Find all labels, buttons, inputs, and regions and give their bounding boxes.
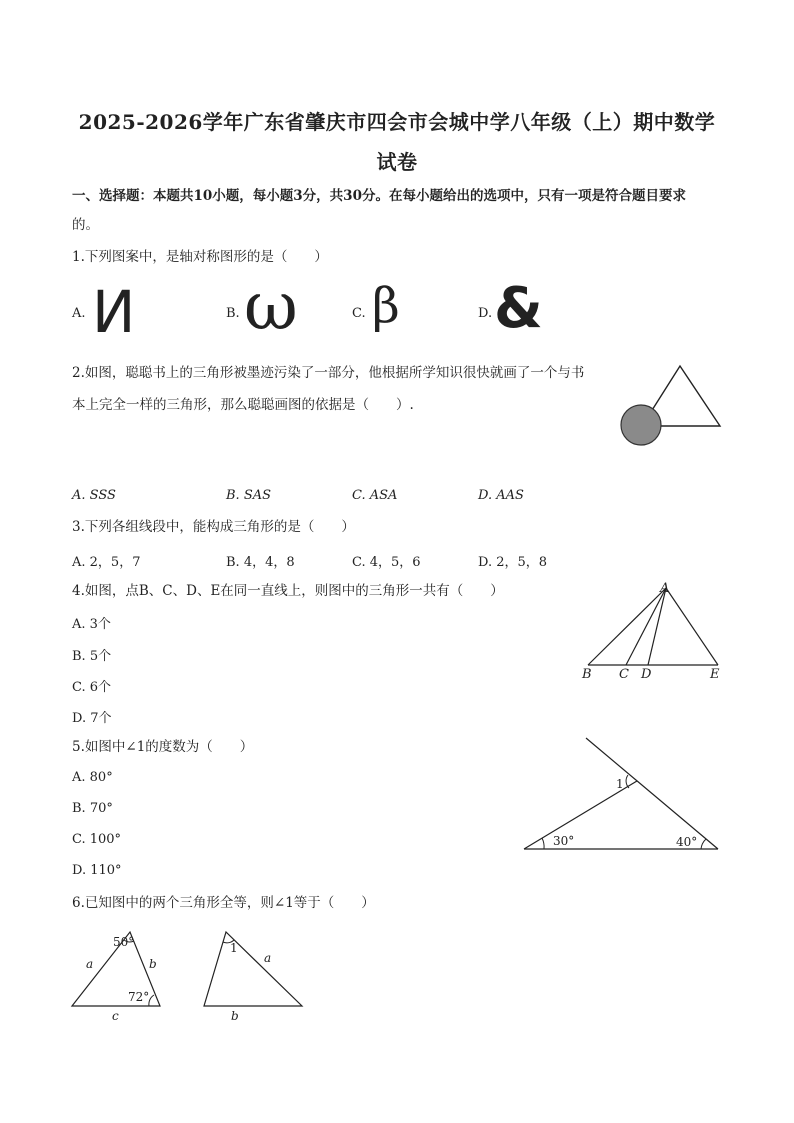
q6-t1-label-72: 72° — [128, 990, 150, 1004]
q2-ink-blotted-triangle-figure — [616, 360, 726, 450]
q5-label-angle-30: 30° — [553, 834, 575, 848]
q6-t2-label-b: b — [231, 1009, 239, 1023]
q4-side-ae — [666, 588, 718, 665]
q5-option-a: A. 80° — [72, 770, 113, 785]
q5-angle-figure — [520, 734, 724, 856]
q4-segment-ac — [626, 588, 666, 665]
q4-option-b: B. 5个 — [72, 649, 112, 664]
q6-triangle-1-figure — [68, 924, 170, 1024]
q6-t1-label-a: a — [86, 957, 94, 971]
section-instruction: 一、选择题：本题共10小题，每小题3分，共30分。在每小题给出的选项中，只有一项是符合题目要求 — [72, 188, 686, 204]
q4-label-d: D — [641, 667, 652, 682]
q2-option-a: A. SSS — [72, 488, 116, 503]
question-3-stem: 3.下列各组线段中，能构成三角形的是（ ） — [72, 519, 355, 535]
section-instruction-continued: 的。 — [72, 217, 99, 233]
q3-option-c: C. 4，5，6 — [352, 555, 421, 570]
q5-side-line — [524, 781, 637, 849]
q1-option-d-label: D. — [478, 306, 493, 321]
q6-t1-arc-right — [149, 995, 154, 1006]
q4-side-ab — [588, 588, 666, 665]
q4-label-c: C — [619, 667, 629, 682]
q6-t1-label-b: b — [149, 957, 157, 971]
q4-option-d: D. 7个 — [72, 711, 112, 726]
q2-option-c: C. ASA — [352, 488, 398, 503]
q4-label-e: E — [710, 667, 720, 682]
q2-ink-blot — [621, 405, 661, 445]
q1-option-a-glyph: И — [92, 278, 136, 346]
q6-t2-label-1: 1 — [230, 941, 238, 955]
q2-option-b: B. SAS — [226, 488, 272, 503]
q5-arc-30 — [542, 838, 544, 849]
q5-option-c: C. 100° — [72, 832, 122, 847]
q4-segment-ad — [648, 588, 666, 665]
q5-label-angle-1: 1 — [616, 777, 624, 791]
question-2-stem-line2: 本上完全一样的三角形，那么聪聪画图的依据是（ ）. — [72, 397, 414, 413]
question-4-stem: 4.如图，点B、C、D、E在同一直线上，则图中的三角形一共有（ ） — [72, 583, 504, 599]
q5-arc-40 — [701, 839, 706, 849]
question-5-stem: 5.如图中∠1的度数为（ ） — [72, 739, 254, 755]
q2-option-d: D. AAS — [478, 488, 524, 503]
q1-option-c-label: C. — [352, 306, 366, 321]
q5-option-b: B. 70° — [72, 801, 113, 816]
q5-option-d: D. 110° — [72, 863, 122, 878]
q5-label-angle-40: 40° — [676, 835, 698, 849]
q3-option-b: B. 4，4，8 — [226, 555, 295, 570]
q4-label-b: B — [582, 667, 592, 682]
q6-triangle-2-figure — [200, 924, 308, 1024]
q1-option-d-glyph: & — [494, 276, 543, 341]
page-title-continued: 试卷 — [376, 150, 418, 174]
q1-option-b-label: B. — [226, 306, 240, 321]
q6-triangle-2 — [204, 932, 302, 1006]
q6-t2-label-a: a — [264, 951, 272, 965]
question-1-stem: 1.下列图案中，是轴对称图形的是（ ） — [72, 249, 328, 265]
q4-option-a: A. 3个 — [72, 617, 111, 632]
q4-label-a: A — [660, 581, 670, 596]
question-6-stem: 6.已知图中的两个三角形全等，则∠1等于（ ） — [72, 895, 375, 911]
question-2-stem-line1: 2.如图，聪聪书上的三角形被墨迹污染了一部分，他根据所学知识很快就画了一个与书 — [72, 365, 585, 381]
q3-option-a: A. 2，5，7 — [72, 555, 141, 570]
q4-option-c: C. 6个 — [72, 680, 112, 695]
q1-option-a-label: A. — [72, 306, 86, 321]
q1-option-b-glyph: ω — [244, 268, 298, 345]
page-title: 2025-2026学年广东省肇庆市四会市会城中学八年级（上）期中数学 — [78, 110, 716, 134]
q5-transversal-line — [586, 738, 718, 849]
q6-t1-label-c: c — [112, 1009, 119, 1023]
q3-option-d: D. 2，5，8 — [478, 555, 548, 570]
q4-triangle-figure — [576, 578, 726, 684]
q6-t1-label-50: 50° — [113, 935, 135, 949]
q1-option-c-glyph: β — [372, 278, 400, 334]
